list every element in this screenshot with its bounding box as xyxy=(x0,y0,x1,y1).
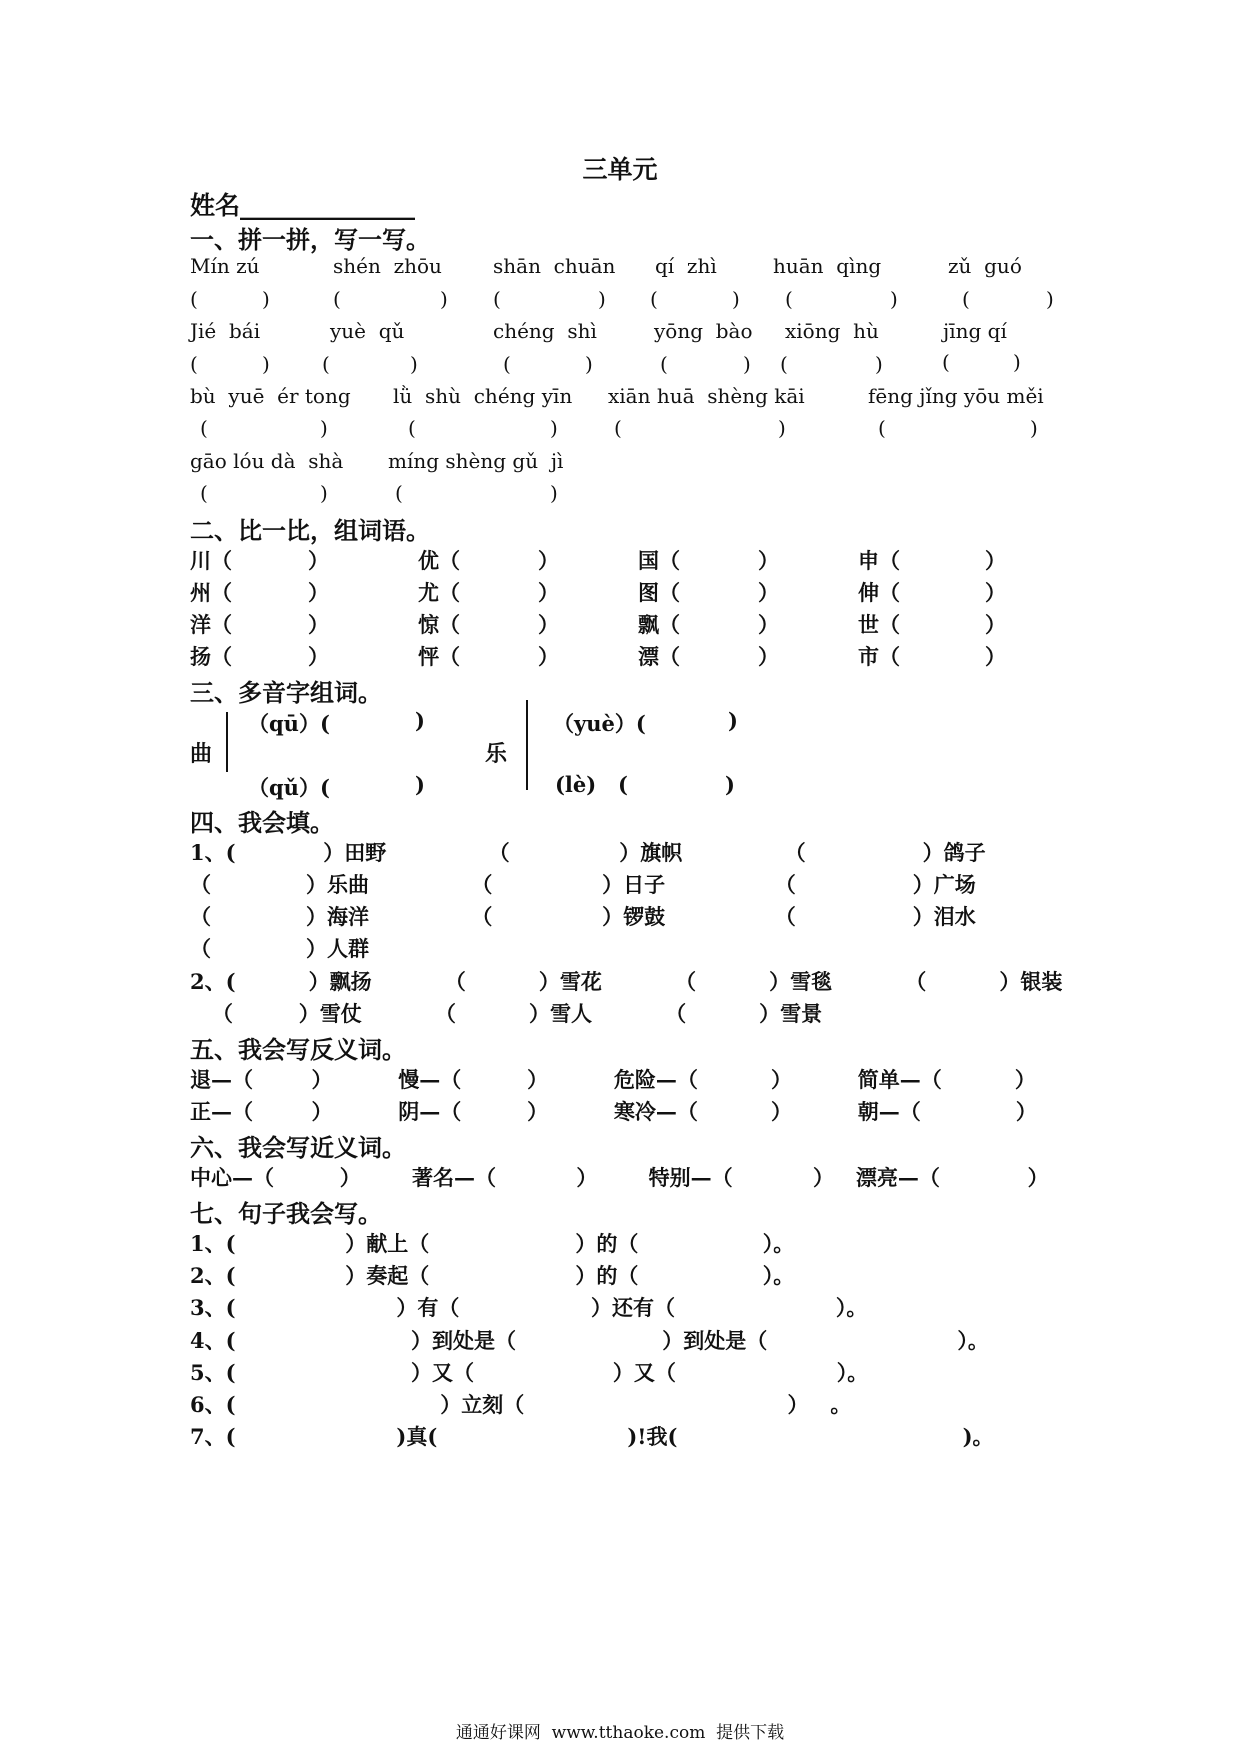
close-paren: ) xyxy=(743,352,751,376)
compare-close: ） xyxy=(538,548,559,573)
compare-close: ） xyxy=(538,580,559,605)
pinyin-1-3: shān chuān xyxy=(493,254,616,278)
close-paren: ) xyxy=(598,287,606,311)
fill-line: （ ）雪仗 （ ）雪人 （ ）雪景 xyxy=(190,1001,823,1026)
pinyin-2-3: chéng shì xyxy=(493,319,597,343)
section-1-heading: 一、拼一拼，写一写。 xyxy=(190,225,430,254)
open-paren: ( xyxy=(190,287,198,311)
close-paren: ) xyxy=(585,352,593,376)
compare-item: 惊（ xyxy=(418,612,460,637)
open-paren: ( xyxy=(200,416,208,440)
compare-close: ） xyxy=(308,644,329,669)
open-paren: ( xyxy=(190,352,198,376)
close-paren: ) xyxy=(732,287,740,311)
compare-close: ） xyxy=(758,644,779,669)
close-paren: ) xyxy=(440,287,448,311)
footer-credit: 通通好课网 www.tthaoke.com 提供下载 xyxy=(455,1723,785,1743)
compare-item: 优（ xyxy=(418,548,460,573)
compare-close: ） xyxy=(985,612,1006,637)
sentence-line: 4、( ）到处是（ ）到处是（ ）。 xyxy=(190,1328,989,1353)
compare-item: 州（ xyxy=(190,580,232,605)
close-paren: ) xyxy=(550,481,558,505)
compare-item: 伸（ xyxy=(858,580,900,605)
sentence-line: 5、( ）又（ ）又（ ）。 xyxy=(190,1360,869,1385)
close-paren: ) xyxy=(262,287,270,311)
open-paren: ( xyxy=(785,287,793,311)
bracket-line xyxy=(526,700,528,790)
compare-item: 飘（ xyxy=(638,612,680,637)
compare-close: ） xyxy=(758,580,779,605)
open-paren: ( xyxy=(780,352,788,376)
pinyin-4-2: míng shèng gǔ jì xyxy=(388,449,564,473)
pinyin-3-3: xiān huā shèng kāi xyxy=(608,384,805,408)
compare-item: 尤（ xyxy=(418,580,460,605)
pinyin-1-4: qí zhì xyxy=(655,254,717,278)
open-paren: ( xyxy=(614,416,622,440)
fill-line: （ ）海洋 （ ）锣鼓 （ ）泪水 xyxy=(190,904,976,929)
antonym-line: 正—（ ） 阴—（ ） 寒冷—（ ） 朝—（ ） xyxy=(190,1099,1037,1124)
compare-item: 漂（ xyxy=(638,644,680,669)
compare-item: 图（ xyxy=(638,580,680,605)
compare-item: 市（ xyxy=(858,644,900,669)
close-paren: ) xyxy=(890,287,898,311)
pinyin-3-1: bù yuē ér tong xyxy=(190,384,351,408)
compare-item: 世（ xyxy=(858,612,900,637)
section-7-heading: 七、句子我会写。 xyxy=(190,1199,382,1228)
name-field-label: 姓名______________ xyxy=(190,191,416,220)
open-paren: ( xyxy=(618,772,628,797)
close-paren: ) xyxy=(410,352,418,376)
sentence-line: 1、( ）献上（ ）的（ ）。 xyxy=(190,1231,795,1256)
fill-line: （ ）乐曲 （ ）日子 （ ）广场 xyxy=(190,872,976,897)
close-paren: ) xyxy=(262,352,270,376)
open-paren: ( xyxy=(660,352,668,376)
pinyin-1-6: zǔ guó xyxy=(948,254,1022,278)
sentence-line: 2、( ）奏起（ ）的（ ）。 xyxy=(190,1263,795,1288)
fill-line: 1、( ）田野 （ ）旗帜 （ ）鸽子 xyxy=(190,840,986,865)
compare-close: ） xyxy=(308,548,329,573)
close-paren: ) xyxy=(1030,416,1038,440)
close-paren: ) xyxy=(320,416,328,440)
close-paren: ) xyxy=(1046,287,1054,311)
compare-item: 扬（ xyxy=(190,644,232,669)
compare-close: ） xyxy=(538,612,559,637)
close-paren: ) xyxy=(728,708,738,733)
compare-close: ） xyxy=(308,612,329,637)
open-paren: ( xyxy=(395,481,403,505)
section-6-heading: 六、我会写近义词。 xyxy=(190,1133,406,1162)
fill-line: 2、( ）飘扬 （ ）雪花 （ ）雪毯 （ ）银装 xyxy=(190,969,1063,994)
pinyin-1-1: Mín zú xyxy=(190,254,260,278)
page-title: 三单元 xyxy=(582,155,658,184)
qu-third-pinyin: （qǔ）( xyxy=(248,775,330,800)
close-paren: ) xyxy=(415,772,425,797)
compare-item: 洋（ xyxy=(190,612,232,637)
open-paren: ( xyxy=(878,416,886,440)
open-paren: ( xyxy=(650,287,658,311)
close-paren: ) xyxy=(320,481,328,505)
section-2-heading: 二、比一比，组词语。 xyxy=(190,516,430,545)
pinyin-4-1: gāo lóu dà shà xyxy=(190,449,344,473)
synonym-line: 中心—（ ） 著名—（ ） 特别—（ ） 漂亮—（ ） xyxy=(190,1165,1049,1190)
compare-close: ） xyxy=(758,612,779,637)
open-paren: ( xyxy=(493,287,501,311)
compare-close: ） xyxy=(538,644,559,669)
close-paren: ) xyxy=(778,416,786,440)
antonym-line: 退—（ ） 慢—（ ） 危险—（ ） 简单—（ ） xyxy=(190,1067,1036,1092)
section-5-heading: 五、我会写反义词。 xyxy=(190,1035,406,1064)
pinyin-2-6: jīng qí xyxy=(943,319,1007,343)
close-paren: ) xyxy=(875,352,883,376)
pinyin-2-1: Jié bái xyxy=(190,319,261,343)
fill-line: （ ）人群 xyxy=(190,936,370,961)
close-paren: ) xyxy=(550,416,558,440)
open-paren: ( xyxy=(503,352,511,376)
open-paren: ( xyxy=(962,287,970,311)
pinyin-1-5: huān qìng xyxy=(773,254,882,278)
polyphone-char-le: 乐 xyxy=(485,741,508,767)
pinyin-1-2: shén zhōu xyxy=(333,254,442,278)
sentence-line: 6、( ）立刻（ ） 。 xyxy=(190,1392,852,1417)
pinyin-3-4: fēng jǐng yōu měi xyxy=(868,384,1044,408)
pinyin-2-4: yōng bào xyxy=(654,319,753,343)
sentence-line: 3、( ）有（ ）还有（ ）。 xyxy=(190,1295,868,1320)
yue-pinyin: （yuè）( xyxy=(553,711,646,736)
compare-item: 怦（ xyxy=(418,644,460,669)
open-paren: ( xyxy=(333,287,341,311)
close-paren: ) xyxy=(1013,350,1021,374)
pinyin-2-2: yuè qǔ xyxy=(330,319,405,343)
pinyin-3-2: lǜ shù chéng yīn xyxy=(393,384,573,408)
section-4-heading: 四、我会填。 xyxy=(190,808,334,837)
pinyin-2-5: xiōng hù xyxy=(785,319,879,343)
compare-close: ） xyxy=(985,548,1006,573)
compare-item: 申（ xyxy=(858,548,900,573)
open-paren: ( xyxy=(408,416,416,440)
section-3-heading: 三、多音字组词。 xyxy=(190,678,382,707)
compare-close: ） xyxy=(308,580,329,605)
close-paren: ) xyxy=(725,772,735,797)
open-paren: ( xyxy=(322,352,330,376)
compare-item: 川（ xyxy=(190,548,232,573)
compare-close: ） xyxy=(758,548,779,573)
open-paren: ( xyxy=(942,350,950,374)
open-paren: ( xyxy=(200,481,208,505)
compare-close: ） xyxy=(985,644,1006,669)
qu-first-pinyin: （qū）( xyxy=(248,711,330,736)
le-pinyin: (lè) xyxy=(555,772,597,797)
sentence-line: 7、( )真( )!我( )。 xyxy=(190,1424,994,1449)
compare-close: ） xyxy=(985,580,1006,605)
bracket-line xyxy=(226,712,228,772)
close-paren: ) xyxy=(415,708,425,733)
compare-item: 国（ xyxy=(638,548,680,573)
polyphone-char-qu: 曲 xyxy=(190,741,213,767)
